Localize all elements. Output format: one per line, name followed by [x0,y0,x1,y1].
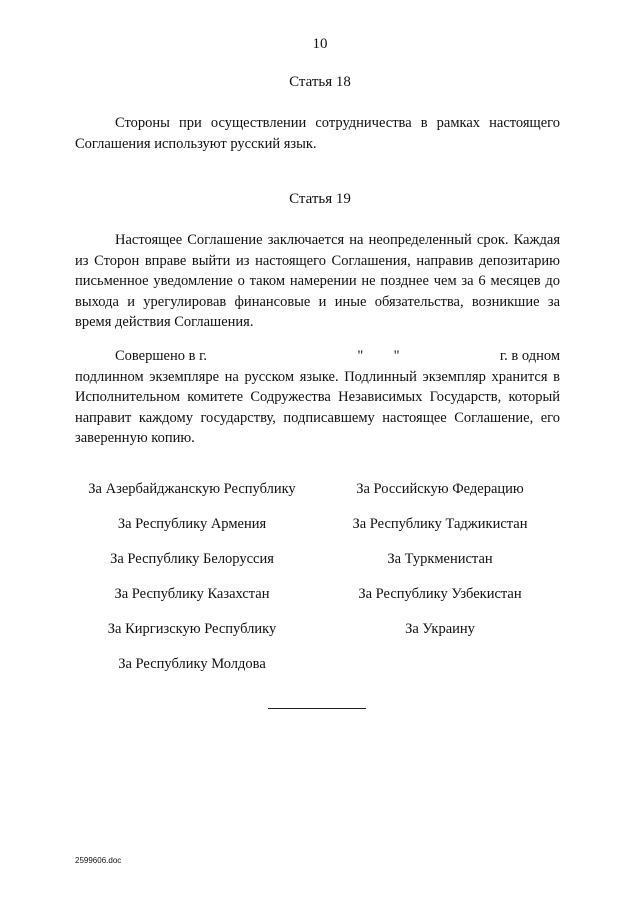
done-paragraph [75,346,560,449]
signature-line: За Республику Армения [117,516,267,532]
done-year-part: г. в одном [499,348,560,364]
signature-line: За Республику Молдова [118,656,266,672]
signature-line: За Республику Казахстан [114,586,270,602]
signature-line: За Республику Узбекистан [358,586,522,602]
signatures-right [320,479,560,654]
page-number: 10 [312,36,328,52]
done-start: Совершено в г. [115,348,208,364]
signature-line: За Республику Таджикистан [352,516,528,532]
done-first-line [75,346,560,367]
article-18-heading: Статья 18 [289,74,351,90]
signature-line: За Республику Белоруссия [110,551,274,567]
signature-line: За Украину [405,621,475,637]
article-18-text: Стороны при осуществлении сотрудничества в рамках настоящего Соглашения используют русский язык. [75,115,560,152]
signatures-left [64,479,320,689]
end-divider [268,708,366,709]
done-rest: подлинном экземпляре на русском языке. Подлинный экземпляр хранится в Исполнительном комитете Содружества Независимых Государств, который направит каждому государству, подписавшему настоящее Соглашение, его заверенную копию. [75,368,560,446]
file-name-footer: 2599606.doc [75,856,122,865]
signature-line: За Туркменистан [387,551,493,567]
article-19-text: Настоящее Соглашение заключается на неопределенный срок. Каждая из Сторон вправе выйти из настоящего Соглашения, направив депозитарию письменное уведомление о таком намерении не позднее чем за 6 месяцев до выхода и урегулировав финансовые и иные обязательства, возникшие за время действия Соглашения. [75,232,560,330]
signature-line: За Киргизскую Республику [107,621,277,637]
signature-line: За Российскую Федерацию [356,481,524,497]
signature-line: За Азербайджанскую Республику [88,481,296,497]
quote-close: " [393,348,400,364]
article-19-heading: Статья 19 [289,191,351,207]
quote-open: " [357,348,364,364]
